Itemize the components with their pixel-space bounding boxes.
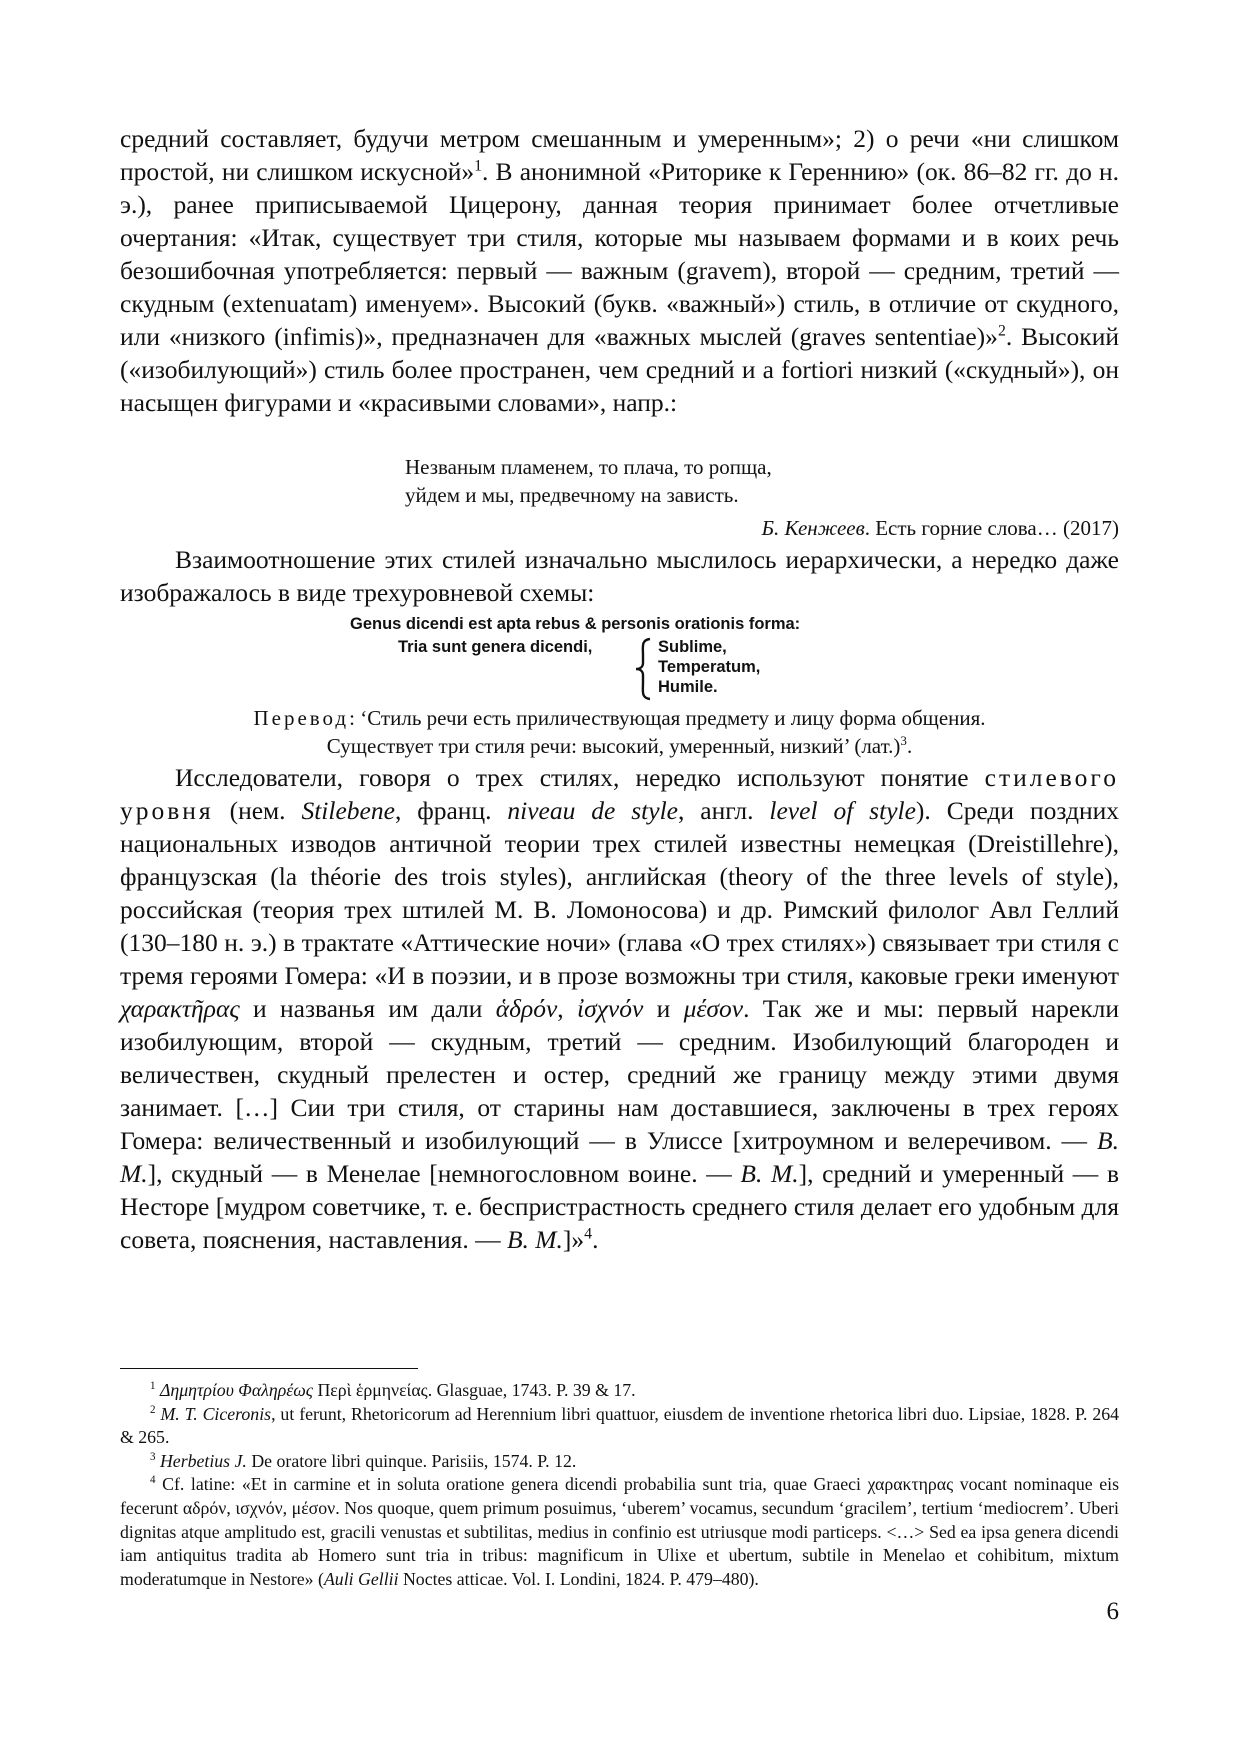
italic-term: Stilebene	[301, 796, 395, 825]
footnote-separator	[120, 1368, 418, 1369]
footnote-ref-2[interactable]: 2	[997, 322, 1006, 340]
paragraph-text	[120, 761, 1119, 1256]
footnote-text: Noctes atticae. Vol. I. Londini, 1824. P. 479–480).	[398, 1568, 759, 1589]
footnote-ref-3[interactable]: 3	[900, 733, 907, 748]
text-run: , англ.	[677, 796, 770, 825]
footnote-text: , ut ferunt, Rhetoricorum ad Herennium libri quattuor, eiusdem de inventione rhetorica libri duo. Lipsiae, 1828. P. 264 & 265.	[120, 1403, 1119, 1448]
curly-brace-icon	[632, 637, 654, 701]
footnote-number: 1	[150, 1380, 156, 1393]
page-number: 6	[1106, 1598, 1119, 1625]
latin-style-list	[658, 637, 760, 697]
verse-author: Б. Кенжеев	[761, 516, 865, 540]
paragraph-text: . В анонимной «Риторике к Гереннию» (ок. 86–82 гг. до н. э.), ранее приписываемой Цицерону, данная теория принимает более отчетливые очертания: «Итак, существует три стиля, которые мы называем формами и в коих речь безошибочная употребляется: первый — важным (gravem), второй — средним, третий — скудным (extenuatam) именуем». Высокий (букв. «важный») стиль, в отличие от скудного, или «низкого (infimis)», предназначен для «важных мыслей (graves sententiae)»	[120, 157, 1119, 351]
verse-line-2: уйдем и мы, предвечному на зависть.	[405, 483, 739, 507]
footnote-number: 2	[150, 1403, 156, 1416]
footnote-number: 3	[150, 1450, 156, 1463]
translation-label: Перевод	[253, 706, 350, 730]
translation-text: : ‘Стиль речи есть приличествующая предмету и лицу форма общения.	[349, 706, 986, 730]
footnote-ref-1[interactable]: 1	[474, 157, 483, 175]
footnote-author: M. T. Ciceronis	[160, 1403, 272, 1424]
footnotes	[120, 1379, 1119, 1591]
footnote-author: Δημητρίου Φαληρέως	[159, 1380, 314, 1400]
latin-scheme-figure	[350, 615, 910, 705]
translation-text: Существует три стиля речи: высокий, умеренный, низкий’ (лат.)	[326, 734, 901, 758]
editor-initials: В. М.	[740, 1159, 799, 1188]
paragraph-text: Взаимоотношение этих стилей изначально мыслилось иерархически, а нередко даже изображалось в виде трехуровневой схемы:	[120, 545, 1119, 607]
footnote-ref-4[interactable]: 4	[584, 1225, 593, 1243]
text-run: . Так же и мы: первый нарекли изобилующим, второй — скудным, третий — средним. Изобилующий благороден и величествен, скудный прелестен и остер, средний же границу между этими двумя занимает. […] Сии три стиля, от старины нам доставшиеся, заключены в трех героях Гомера: величественный и изобилующий — в Улиссе [хитроумном и велеречивом. —	[120, 994, 1120, 1155]
footnote-text: Cf. latine: «Et in carmine et in soluta oratione genera dicendi probabilia sunt tria, quae Graeci χαρακτηρας vocant nominaque eis fecerunt αδρόν, ισχνόν, μέσον. Nos quoque, quem primum posuimus, ‘uberem’ vocamus, secundum ‘gracilem’, tertium ‘mediocrem’. Uberi dignitas atque amplitudo est, gracili venustas et subtilitas, medius in confinio est utriusque modi particeps. <…> Sed ea ipsa genera dicendi iam antiquitus tradita ab Homero sunt tria in tribus: magnificum in Ulixe et ubertum, subtile in Menelao et cohibitum, mixtum moderatumque in Nestore» (	[120, 1474, 1119, 1589]
editor-initials: В. М.	[506, 1225, 563, 1254]
verse-source: . Есть горние слова… (2017)	[864, 516, 1119, 540]
text-run: ]»	[562, 1225, 585, 1254]
translation-text: .	[906, 734, 913, 758]
footnote-2	[120, 1403, 1119, 1450]
footnote-4	[120, 1473, 1119, 1591]
latin-item-humile: Humile.	[658, 678, 718, 696]
footnote-3	[120, 1450, 1119, 1474]
latin-item-sublime: Sublime,	[658, 638, 727, 656]
text-run: и	[643, 994, 684, 1023]
latin-tria-label: Tria sunt genera dicendi,	[398, 638, 593, 656]
greek-term: ἁδρόν	[495, 994, 558, 1023]
spaced-term: стилевого уровня	[120, 763, 1119, 825]
text-run: ], скудный — в Менелае [немногословном воине. —	[147, 1159, 741, 1188]
verse-attribution	[762, 514, 1119, 542]
verse-line-1: Незваным пламенем, то плача, то ропща,	[405, 455, 772, 479]
greek-term: χαρακτῆρας	[120, 994, 240, 1023]
greek-term: μέσον	[683, 994, 744, 1023]
footnote-text: De oratore libri quinque. Parisiis, 1574. P. 12.	[246, 1450, 577, 1471]
text-run: .	[592, 1225, 599, 1254]
figure-translation	[120, 704, 1119, 760]
body-paragraph-2	[120, 543, 1119, 609]
paragraph-text: средний составляет, будучи метром смешанным и умеренным»; 2) о речи «ни слишком простой, ни слишком искусной»	[120, 124, 1119, 186]
footnote-author: Herbetius J.	[159, 1450, 247, 1471]
latin-item-temperatum: Temperatum,	[658, 658, 761, 676]
text-run: и названья им дали	[239, 994, 496, 1023]
text-run: , франц.	[394, 796, 508, 825]
paragraph-text: . Высокий («изобилующий») стиль более пространен, чем средний и a fortiori низкий («скудный»), он насыщен фигурами и «красивыми словами», напр.:	[120, 322, 1119, 417]
footnote-number: 4	[150, 1474, 156, 1487]
translation-line-1	[120, 704, 1119, 732]
text-run: ,	[557, 994, 577, 1023]
italic-term: niveau de style	[507, 796, 678, 825]
body-paragraph-3	[120, 761, 1119, 1256]
greek-term: ἰσχνόν	[577, 994, 644, 1023]
text-run: ], средний и умеренный — в Несторе [мудром советчике, т. е. беспристрастность среднего стиля делает его удобным для совета, пояснения, наставления. —	[120, 1159, 1119, 1254]
text-run: (нем.	[213, 796, 302, 825]
text-run: ). Среди поздних национальных изводов античной теории трех стилей известны немецкая (Dreistillehre), французская (la théorie des trois styles), английская (theory of the three levels of style), российская (теория трех штилей М. В. Ломоносова) и др. Римский филолог Авл Геллий (130–180 н. э.) в трактате «Аттические ночи» (глава «О трех стилях») связывает три стиля с тремя героями Гомера: «И в поэзии, и в прозе возможны три стиля, каковые греки именуют	[120, 796, 1119, 990]
text-run: Исследователи, говоря о трех стилях, нередко используют понятие	[175, 763, 985, 792]
latin-heading: Genus dicendi est apta rebus & personis orationis forma:	[350, 615, 801, 633]
footnote-author: Auli Gellii	[323, 1568, 399, 1589]
translation-line-2	[120, 732, 1119, 760]
italic-term: level of style	[769, 796, 916, 825]
verse-quotation	[405, 453, 772, 509]
body-paragraph-1	[120, 122, 1119, 419]
editor-initials: В. М.	[120, 1126, 1119, 1188]
footnote-text: Περὶ ἑρμηνείας. Glasguae, 1743. P. 39 & 17.	[313, 1380, 636, 1400]
footnote-1	[120, 1379, 1119, 1403]
